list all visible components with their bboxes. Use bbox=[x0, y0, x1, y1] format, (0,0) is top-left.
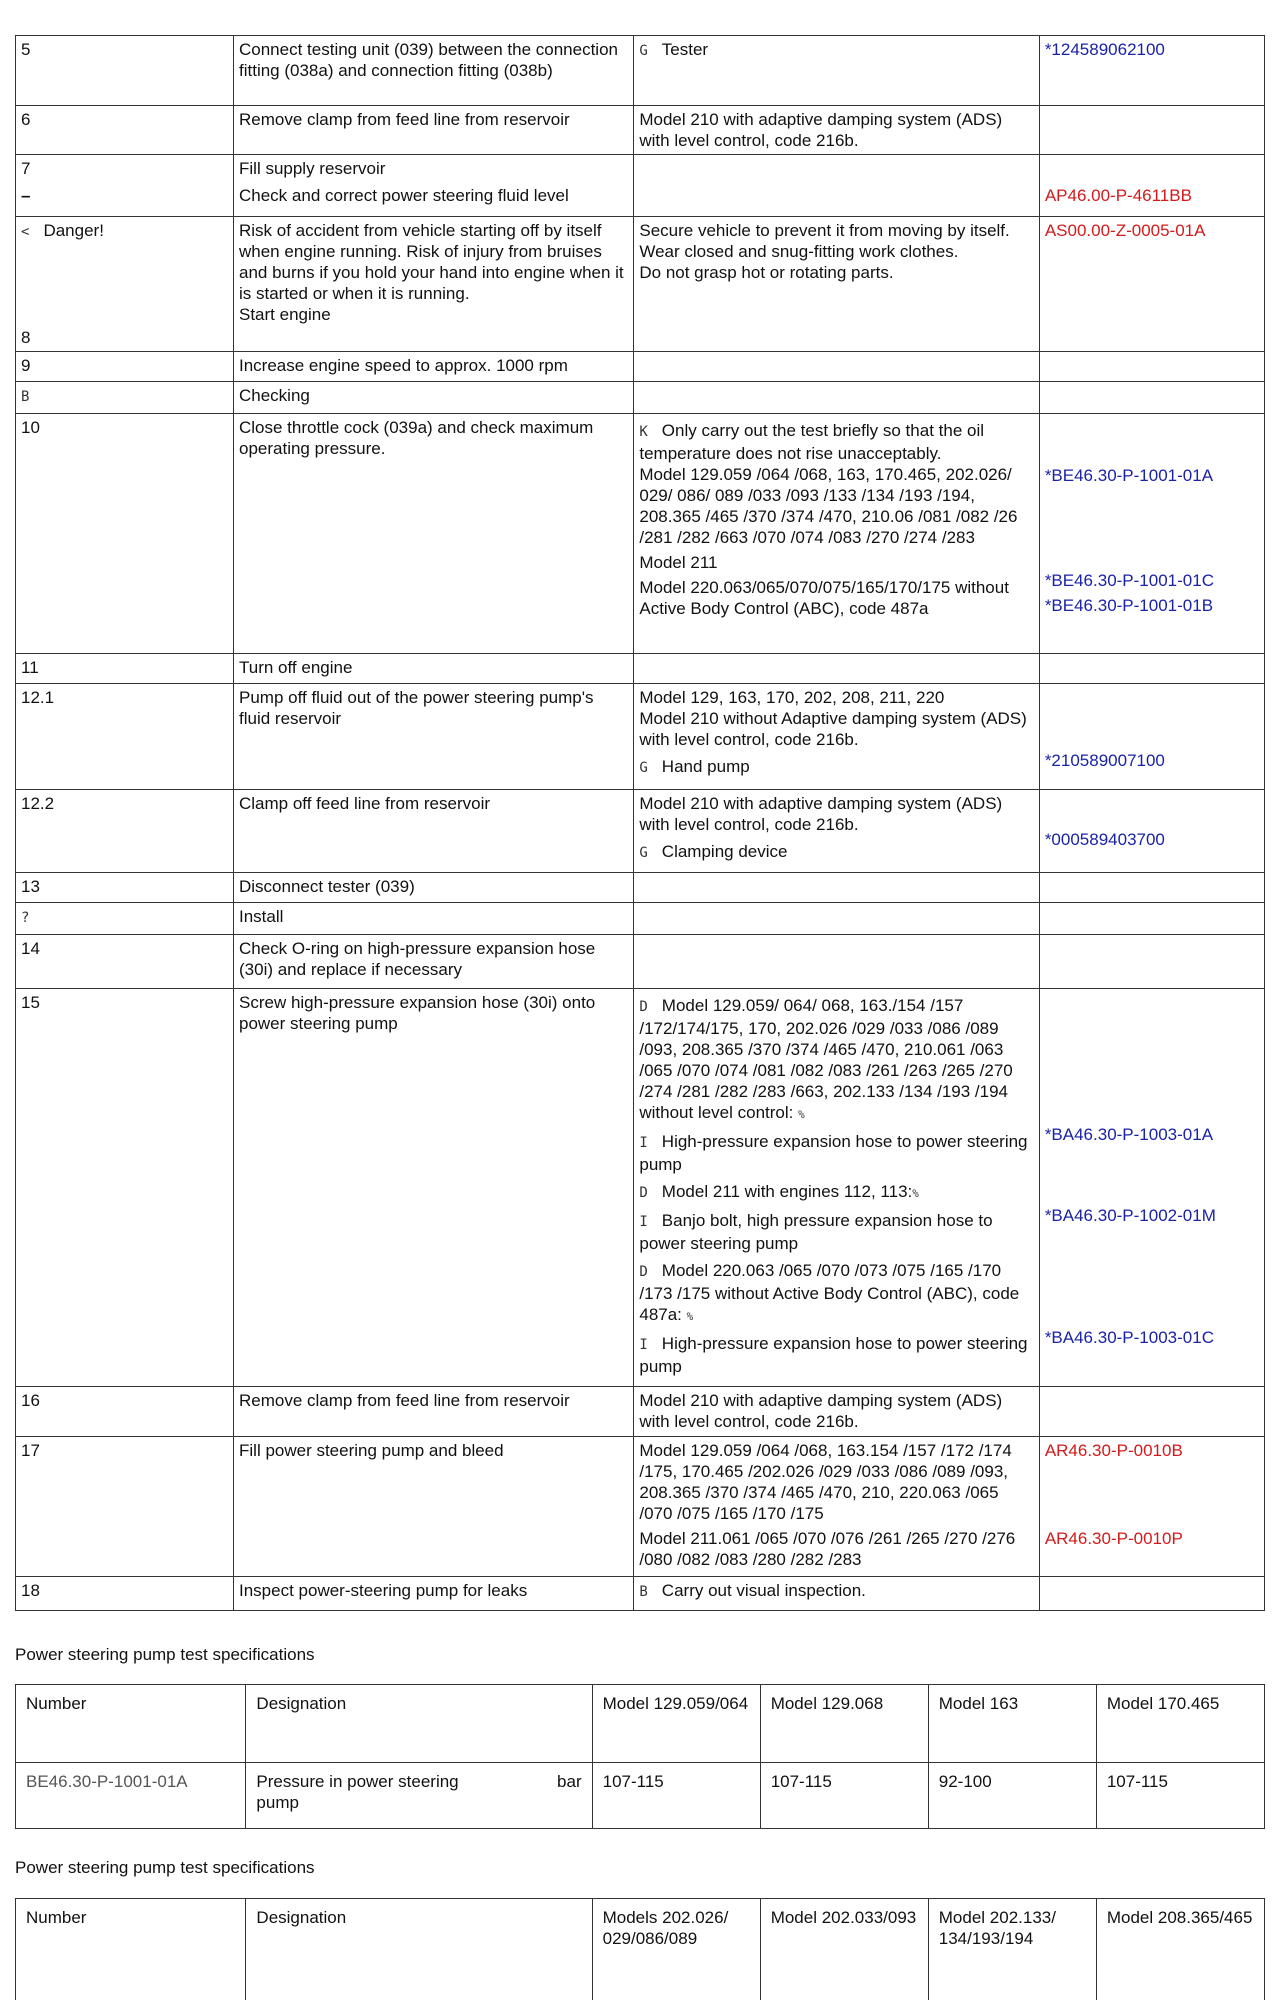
step-action: Remove clamp from feed line from reservoir bbox=[234, 106, 634, 155]
table-row bbox=[16, 654, 1265, 684]
step-action: Fill power steering pump and bleed bbox=[234, 1437, 634, 1577]
table-header-row bbox=[16, 1899, 1265, 2000]
table-row bbox=[16, 352, 1265, 382]
column-header: Models 202.026/ 029/086/089 bbox=[592, 1899, 760, 2000]
section-heading: Install bbox=[234, 903, 634, 935]
spec-value: 107-115 bbox=[592, 1763, 760, 1829]
column-header: Model 202.133/ 134/193/194 bbox=[928, 1899, 1096, 2000]
step-action: Disconnect tester (039) bbox=[234, 873, 634, 903]
tool-symbol: B bbox=[639, 1584, 648, 1600]
column-header: Number bbox=[16, 1685, 246, 1763]
table-row bbox=[16, 1763, 1265, 1829]
reference-link[interactable]: *BA46.30-P-1002-01M bbox=[1044, 1206, 1216, 1225]
spec-title: Power steering pump test specifications bbox=[15, 1645, 315, 1664]
table-row bbox=[16, 155, 1265, 217]
spec-value: 107-115 bbox=[760, 1763, 928, 1829]
column-header: Model 208.365/465 bbox=[1096, 1899, 1264, 2000]
reference-link[interactable]: AS00.00-Z-0005-01A bbox=[1039, 217, 1264, 352]
tool-symbol: G bbox=[639, 760, 648, 776]
column-header: Model 129.059/064 bbox=[592, 1685, 760, 1763]
step-action: Fill supply reservoir Check and correct power steering fluid level bbox=[234, 155, 634, 217]
step-note: K Only carry out the test briefly so that the oil temperature does not rise unacceptably. Model 129.059 /064 /068, 163, 170.465, 202.026/ 029/ 086/ 089 /033 /093 /133 /134 /193 /194, 208.365 /465 /370 /374 /470, 210.06 /081 /082 /26 /281 /282 /663 /070 /074 /083 /270 /274 /283 Model 211 Model 220.063/065/070/075/165/170/175 without Active Body Control (ABC), code 487a bbox=[634, 414, 1039, 654]
step-action: Turn off engine bbox=[234, 654, 634, 684]
step-note: D Model 129.059/ 064/ 068, 163./154 /157 /172/174/175, 170, 202.026 /029 /033 /086 /089 /093, 208.365 /370 /374 /465 /470, 210.061 /063 /065 /070 /074 /081 /082 /083 /261 /263 /265 /270 /274 /281 /282 /283 /663, 202.133 /134 /193 /194 without level control: % I High-pressure expansion hose to power steering pump D Model 211 with engines 112, 113:% I Banjo bolt, high pressure expansion hose to power steering pump D Model 220.063 /065 /070 /073 /075 /165 /170 /173 /175 without Active Body Control (ABC), code 487a: % I High-pressure expansion hose to power steering pump bbox=[634, 989, 1039, 1387]
warning-icon: < bbox=[21, 224, 30, 240]
step-note: Model 210 with adaptive damping system (ADS) with level control, code 216b. bbox=[634, 106, 1039, 155]
reference-cell bbox=[1039, 989, 1264, 1387]
table-row bbox=[16, 382, 1265, 414]
table-row bbox=[16, 217, 1265, 352]
column-header: Model 163 bbox=[928, 1685, 1096, 1763]
reference-link[interactable]: *210589007100 bbox=[1039, 684, 1264, 790]
step-action: Remove clamp from feed line from reservoir bbox=[234, 1387, 634, 1437]
table-row bbox=[16, 903, 1265, 935]
step-action: Risk of accident from vehicle starting off by itself when engine running. Risk of injury from bruises and burns if you hold your hand into engine when it is started or when it is running. Start engine bbox=[234, 217, 634, 352]
reference-link[interactable]: *BE46.30-P-1001-01C bbox=[1044, 571, 1214, 590]
step-number: 12.2 bbox=[16, 790, 234, 873]
procedure-table bbox=[15, 35, 1265, 1611]
step-note: Model 210 with adaptive damping system (ADS) with level control, code 216b. bbox=[634, 1387, 1039, 1437]
column-header: Model 129.068 bbox=[760, 1685, 928, 1763]
spec-table-1 bbox=[15, 1684, 1265, 1829]
section-symbol: B bbox=[16, 382, 234, 414]
table-row bbox=[16, 1437, 1265, 1577]
table-row bbox=[16, 1387, 1265, 1437]
table-row bbox=[16, 1577, 1265, 1611]
table-row bbox=[16, 935, 1265, 989]
reference-link[interactable]: *BA46.30-P-1003-01C bbox=[1044, 1328, 1214, 1347]
step-number: 9 bbox=[16, 352, 234, 382]
reference-link[interactable]: AP46.00-P-4611BB bbox=[1039, 155, 1264, 217]
spec-designation: Pressure in power steering pump bar bbox=[246, 1763, 592, 1829]
tool-symbol: G bbox=[639, 43, 648, 59]
step-number: 16 bbox=[16, 1387, 234, 1437]
column-header: Designation bbox=[246, 1685, 592, 1763]
reference-cell bbox=[1039, 414, 1264, 654]
step-number: 7 – bbox=[16, 155, 234, 217]
info-symbol: K bbox=[639, 424, 648, 440]
column-header: Designation bbox=[246, 1899, 592, 2000]
step-number: 18 bbox=[16, 1577, 234, 1611]
step-note: G Tester bbox=[634, 36, 1039, 106]
section-heading: Checking bbox=[234, 382, 634, 414]
reference-link[interactable]: *BA46.30-P-1003-01A bbox=[1044, 1125, 1214, 1144]
reference-link[interactable]: *124589062100 bbox=[1039, 36, 1264, 106]
step-action: Close throttle cock (039a) and check maximum operating pressure. bbox=[234, 414, 634, 654]
section-symbol: ? bbox=[16, 903, 234, 935]
step-note: Model 129, 163, 170, 202, 208, 211, 220 Model 210 without Adaptive damping system (ADS) with level control, code 216b. G Hand pump bbox=[634, 684, 1039, 790]
reference-link[interactable]: *BE46.30-P-1001-01A bbox=[1044, 466, 1214, 485]
step-note: Secure vehicle to prevent it from moving by itself. Wear closed and snug-fitting work clothes. Do not grasp hot or rotating parts. bbox=[634, 217, 1039, 352]
table-row bbox=[16, 36, 1265, 106]
table-row bbox=[16, 989, 1265, 1387]
spec-title: Power steering pump test specifications bbox=[15, 1858, 315, 1877]
step-action: Increase engine speed to approx. 1000 rpm bbox=[234, 352, 634, 382]
step-note: Model 129.059 /064 /068, 163.154 /157 /172 /174 /175, 170.465 /202.026 /029 /033 /086 /089 /093, 208.365 /370 /374 /465 /470, 210, 220.063 /065 /070 /075 /165 /170 /175 Model 211.061 /065 /070 /076 /261 /265 /270 /276 /080 /082 /083 /280 /282 /283 bbox=[634, 1437, 1039, 1577]
column-header: Number bbox=[16, 1899, 246, 2000]
step-number: 13 bbox=[16, 873, 234, 903]
step-action: Screw high-pressure expansion hose (30i) onto power steering pump bbox=[234, 989, 634, 1387]
step-number: 5 bbox=[16, 36, 234, 106]
unit-label: bar bbox=[557, 1772, 582, 1791]
step-action: Clamp off feed line from reservoir bbox=[234, 790, 634, 873]
step-number: 6 bbox=[16, 106, 234, 155]
step-note: B Carry out visual inspection. bbox=[634, 1577, 1039, 1611]
step-action: Connect testing unit (039) between the connection fitting (038a) and connection fitting (038b) bbox=[234, 36, 634, 106]
step-number: 12.1 bbox=[16, 684, 234, 790]
column-header: Model 202.033/093 bbox=[760, 1899, 928, 2000]
table-header-row bbox=[16, 1685, 1265, 1763]
reference-link[interactable]: *BE46.30-P-1001-01B bbox=[1044, 596, 1214, 615]
table-row bbox=[16, 684, 1265, 790]
spec-table-2 bbox=[15, 1898, 1265, 2000]
step-number: 14 bbox=[16, 935, 234, 989]
tool-symbol: G bbox=[639, 845, 648, 861]
step-action: Inspect power-steering pump for leaks bbox=[234, 1577, 634, 1611]
spec-number: BE46.30-P-1001-01A bbox=[16, 1763, 246, 1829]
reference-cell bbox=[1039, 1437, 1264, 1577]
column-header: Model 170.465 bbox=[1096, 1685, 1264, 1763]
danger-label: < Danger! 8 bbox=[16, 217, 234, 352]
spec-value: 92-100 bbox=[928, 1763, 1096, 1829]
step-number: 10 bbox=[16, 414, 234, 654]
step-number: 15 bbox=[16, 989, 234, 1387]
reference-link[interactable]: AR46.30-P-0010B bbox=[1044, 1441, 1183, 1460]
step-note: Model 210 with adaptive damping system (ADS) with level control, code 216b. G Clamping device bbox=[634, 790, 1039, 873]
spec-value: 107-115 bbox=[1096, 1763, 1264, 1829]
reference-link[interactable]: AR46.30-P-0010P bbox=[1044, 1529, 1183, 1548]
step-action: Pump off fluid out of the power steering pump's fluid reservoir bbox=[234, 684, 634, 790]
table-row bbox=[16, 873, 1265, 903]
table-row bbox=[16, 790, 1265, 873]
step-action: Check O-ring on high-pressure expansion hose (30i) and replace if necessary bbox=[234, 935, 634, 989]
reference-link[interactable]: *000589403700 bbox=[1039, 790, 1264, 873]
step-number: 17 bbox=[16, 1437, 234, 1577]
step-number: 11 bbox=[16, 654, 234, 684]
table-row bbox=[16, 106, 1265, 155]
table-row bbox=[16, 414, 1265, 654]
